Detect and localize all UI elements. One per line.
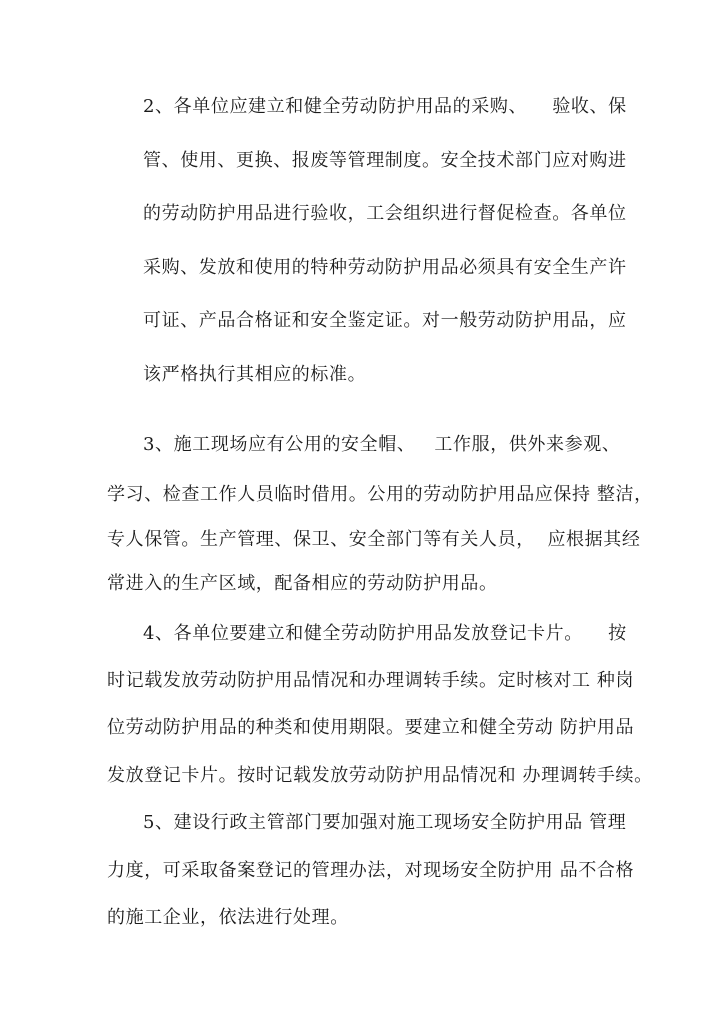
section-2-line-3: 的劳动防护用品进行验收，工会组织进行督促检查。各单位 bbox=[143, 203, 627, 224]
section-2-line-2: 管、使用、更换、报废等管理制度。安全技术部门应对购进 bbox=[143, 150, 627, 171]
section-3-line-2: 学习、检查工作人员临时借用。公用的劳动防护用品应保持 整洁， bbox=[107, 484, 653, 505]
section-5-line-1: 5、建设行政主管部门要加强对施工现场安全防护用品 管理 bbox=[143, 812, 627, 833]
section-3-line-4: 常进入的生产区域，配备相应的劳动防护用品。 bbox=[107, 573, 498, 594]
section-4-line-1: 4、各单位要建立和健全劳动防护用品发放登记卡片。 按 bbox=[143, 623, 627, 644]
section-5-line-2: 力度，可采取备案登记的管理办法，对现场安全防护用 品不合格 bbox=[107, 860, 635, 881]
section-2-line-1: 2、各单位应建立和健全劳动防护用品的采购、 验收、保 bbox=[143, 96, 627, 117]
section-4-line-3: 位劳动防护用品的种类和使用期限。要建立和健全劳动 防护用品 bbox=[107, 717, 635, 738]
section-2-line-6: 该严格执行其相应的标准。 bbox=[143, 364, 367, 385]
section-3-line-1: 3、施工现场应有公用的安全帽、 工作服，供外来参观、 bbox=[143, 434, 621, 455]
section-4-line-4: 发放登记卡片。按时记载发放劳动防护用品情况和 办理调转手续。 bbox=[107, 765, 653, 786]
section-3-line-3: 专人保管。生产管理、保卫、安全部门等有关人员， 应根据其经 bbox=[107, 529, 641, 550]
section-2-line-5: 可证、产品合格证和安全鉴定证。对一般劳动防护用品，应 bbox=[143, 310, 627, 331]
section-5-line-3: 的施工企业，依法进行处理。 bbox=[107, 907, 349, 928]
section-4-line-2: 时记载发放劳动防护用品情况和办理调转手续。定时核对工 种岗 bbox=[107, 670, 635, 691]
section-2-line-4: 采购、发放和使用的特种劳动防护用品必须具有安全生产许 bbox=[143, 257, 627, 278]
